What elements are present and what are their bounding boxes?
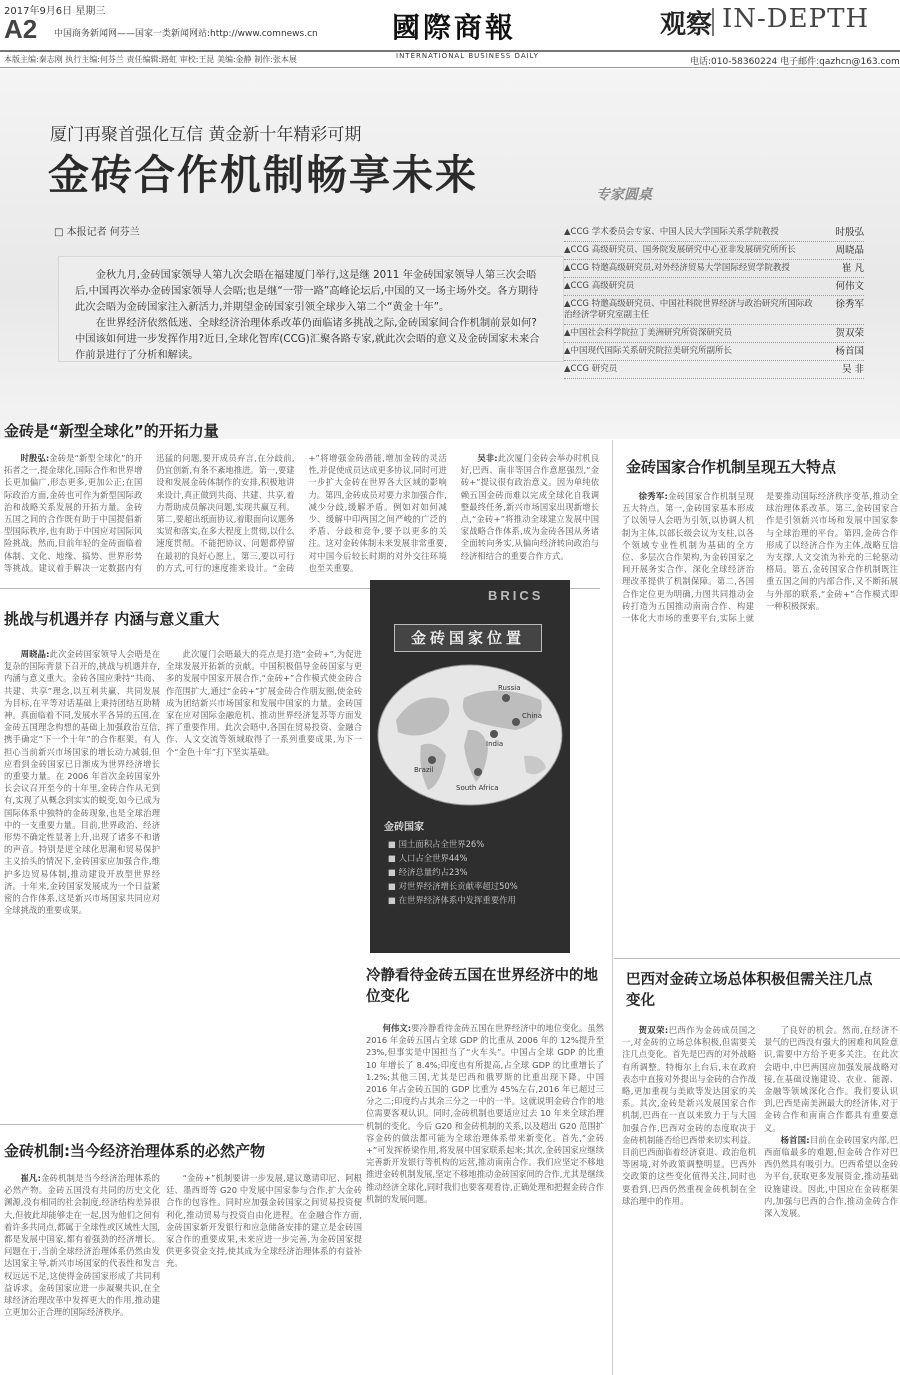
brics-stats (380, 816, 560, 946)
main-headline: 金砖合作机制畅享未来 (48, 151, 478, 199)
article-paragraph (4, 648, 160, 916)
article-title-challenges: 挑战与机遇并存 内涵与意义重大 (4, 610, 220, 628)
expert-role: ▲CCG 高级研究员 (564, 281, 635, 291)
summary-paragraph: 金秋九月,金砖国家领导人第九次会晤在福建厦门举行,这是继 2011 年金砖国家领导人第三次会晤后,中国再次举办金砖国家领导人会晤;也是继“一带一路”高峰论坛后,中国的又一场主场外交。各方期待此次会晤为金砖国家注入新活力,并期望金砖国家引领全球步入第二个“黄金十年”。 (75, 269, 539, 313)
world-map-graphic (376, 660, 564, 810)
expert-row (564, 280, 864, 296)
newspaper-logo: 國際商報 (392, 11, 517, 44)
expert-role: ▲CCG 研究员 (564, 364, 618, 374)
paragraph-text: 要冷静看待金砖五国在世界经济中的地位变化。虽然 2016 年金砖五国占全球 GDP 的比重从 2006 年的 12%提升至 23%,但事实是中国担当了“火车头”。中国占全球 GDP 的比重 10 年增长了 8.4%;印度也有所提高,占全球 GDP 的比重增长了 1.2%;其他三国,尤其是巴西和俄罗斯的比重出现下降。中国 2016 年占金砖五国的 GDP 比重为 45%左右,2016 年已超过三分之二;印度约占其余三分之一中的一半。这就说明金砖合作的地位需要客观认识。同时,金砖机制也要适应过去 10 年来全球治理机制的变化。今后 G20 和金砖机制的关系,以及超出 G20 范围扩容金砖的做法都可能为全球治理体系带来新变化。首先,“金砖+”可发挥桥梁作用,将发展中国家联系起来;其次,金砖国家应继续完善新开发银行等机构的运营,推动南南合作。我们应坚定不移地推进金砖机制发展,坚定不移地推动金砖国家间的合作,尤其是继续推动经济全球化,同时我们也要客观看待,正确处理和把握金砖合作机制的发展问题。 (366, 1023, 604, 1204)
newspaper-name-english: INTERNATIONAL BUSINESS DAILY (396, 52, 539, 60)
expert-row (564, 262, 864, 278)
country-label-india: India (486, 740, 504, 748)
expert-name: 贺双荣 (835, 328, 864, 339)
speaker-name: 杨首国: (780, 1134, 810, 1145)
expert-name: 吴 非 (841, 364, 864, 375)
expert-role: ▲CCG 高级研究员、国务院发展研究中心亚非发展研究所所长 (564, 245, 796, 255)
article-body-brazil-col2 (764, 1024, 898, 1374)
masthead-bottom-rule (0, 67, 900, 68)
article-body-governance-col1 (4, 1172, 160, 1372)
article-body-brazil-col1 (622, 1024, 756, 1374)
article-body-five-features (622, 490, 898, 920)
speaker-name: 周晓晶: (20, 649, 50, 659)
expert-row (564, 345, 864, 361)
stat-text: 经济总量约占23% (398, 867, 468, 877)
expert-row (564, 327, 864, 343)
paragraph-text: 了良好的机会。然而,在经济不景气的巴西没有强大的困难和风险意识,需要中方给予更多关注。在此次会晤中,中巴两国应加强发展战略对接,在基础设施建设、农业、能源、金融等领域深化合作。我们要认识到,巴西是南美洲最大的经济体,对于金砖合作和南南合作都具有重要意义。 (764, 1025, 898, 1133)
speaker-name: 吴非: (477, 453, 498, 463)
stat-item: ■ 人口占全世界44% (388, 853, 468, 863)
expert-role: ▲CCG 特邀高级研究员、中国社科院世界经济与政治研究所国际政治经济学研究室副主任 (564, 299, 813, 320)
site-url-line: 中国商务新闻网——国家一类新闻网站:http://www.comnews.cn (54, 29, 318, 39)
expert-role: ▲CCG 学术委员会专家、中国人民大学国际关系学院教授 (564, 227, 779, 237)
article-title-status-change: 冷静看待金砖五国在世界经济中的地位变化 (366, 968, 598, 1005)
expert-name: 杨首国 (835, 346, 864, 357)
article-body-governance-col2 (166, 1172, 362, 1372)
expert-row (564, 298, 864, 325)
infographic-title: 金砖国家位置 (394, 624, 542, 652)
expert-name: 徐秀军 (835, 299, 864, 310)
section-divider-line (614, 958, 900, 959)
stat-text: 在世界经济体系中发挥重要作用 (398, 895, 516, 905)
expert-role: ▲中国社会科学院拉丁美洲研究所资深研究员 (564, 328, 733, 338)
article-paragraph (4, 452, 447, 574)
expert-panel-title: 专家圆桌 (596, 187, 652, 203)
expert-row (564, 363, 864, 379)
speaker-name: 崔凡: (20, 1173, 41, 1183)
expert-role: ▲中国现代国际关系研究院拉美研究所副所长 (564, 346, 733, 356)
speaker-name: 徐秀军: (638, 491, 668, 501)
stat-text: 国土面积占全世界26% (398, 839, 485, 849)
paragraph-text: 此次厦门会晤最大的亮点是打造“金砖+”,为促进全球发展开拓新的贡献。中国积极倡导金砖国家与更多的发展中国家开展合作,“金砖+”合作模式使金砖合作范围扩大,通过“金砖+”扩展金砖合作朋友圈,使金砖成为团结新兴市场国家和发展中国家的力量。金砖国家在应对国际金融危机、推动世界经济复苏等方面发挥了重要作用。此次会晤中,各国在贸易投资、金融合作、人文交流等领域取得了一系列重要成果,为下一个“金色十年”打下坚实基础。 (166, 649, 362, 757)
article-title-new-globalization: 金砖是“新型全球化”的开拓力量 (4, 422, 219, 440)
article-paragraph (622, 490, 898, 624)
country-label-south-africa: South Africa (456, 784, 499, 792)
stat-item: ■ 经济总量约占23% (388, 867, 468, 877)
article-paragraph (366, 1022, 604, 1205)
article-title-governance: 金砖机制:当今经济治理体系的必然产物 (4, 1142, 266, 1160)
section-divider (712, 8, 714, 36)
brics-infographic (370, 580, 570, 953)
paragraph-text: 金砖是“新型全球化”的开拓者之一,提金球化,国际合作和世界增长更加偏广,形态更多,更加公正;在国际政治方面,金砖也可作为新型国际政治和战略关系发展的开拓力量。金砖五国之间的合作既有助于中国提倡新型国际秩序,也有助于中国应对国际风险挑战。然而,目前年轻的金砖面临着体制、文化、地缘、搞势、世界形势等挑战。建议着手解决一定数据内有迅猛的问题,要开成员弃言,在分歧前,仍宜创新,有条不紊地推进。第一,要建设和发展金砖体制作的安排,积极地讲来设计,真正做到共商、共建、共享,着力帮助成员解决问题,实现共赢互利。第二,要超出纸面协议,着眼面向议题务实贸和落实,在多大程度上贯彻,以什么速度贯彻。不能把协议、问题都停留在最初的良好心愿上。第三,要以可行的方式,可行的速度推来设计。“金砖+”将增强金砖潜能,增加金砖的灵活性,并促使成员达成更多协议,同时可进一步扩大金砖在世界各大区域的影响力。第四,金砖成员对要力求加强合作,减少分歧,缓解矛盾。例如对如何减少、缓解中印两国之间严峻的广泛的矛盾、分歧和竞争,要予以更多的关注。这对金砖体制未来发展非常重要,对中国今后较长时期的对外交往环境也至关重要。 (4, 453, 447, 573)
section-divider-line (0, 1124, 364, 1125)
expert-name: 崔 凡 (841, 263, 864, 274)
paragraph-text: “金砖+”机制要讲一步发展,建议邀请印尼、阿根廷、墨西哥等 G20 中发展中国家参与合作,扩大金砖合作的包容性。同时应加强金砖国家之间贸易投资便利化,推动贸易与投资自由化进程。在金融合作方面,金砖国家新开发银行和应急储备安排的建立是金砖国家合作的重要成果,未来应进一步完善,为金砖国家提供更多资金支持,使其成为全球经济治理体系的有益补充。 (166, 1173, 362, 1269)
masthead-rule (0, 50, 900, 52)
paragraph-text: 此次金砖国家领导人会晤是在复杂的国际背景下召开的,挑战与机遇并存,内涵与意义重大。金砖各国应秉持“共商、共建、共享”理念,以互利共赢、共同发展为目标,在平等对话基础上秉持团结互助精神。真面临着不同,发展水平各异的五国,在金砖五国理念构想的基础上加强政治互信,携手确定“下一个十年”的合作框架。有人担心当前新兴市场国家的增长动力减弱,但应看到金砖国家已日渐成为世界经济增长的重要力量。在 2006 年首次金砖国家外长会议召开至今的十年里,金砖合作从无到有,实现了从概念到实实的蜕变,如今已成为国际体系中独特的金砖现象,也是全球治理中的一支重要力量。目前,世界政治、经济形势不确定性显著上升,出现了诸多不和谐的声音。特别是逆全球化思潮和贸易保护主义抬头的情况下,金砖国家应加强合作,维护多边贸易体制,推动建设开放型世界经济。十年来,金砖国家发展成为一个日益紧密的合作体系,这是新兴市场国家共同应对全球挑战的重要成果。 (4, 649, 160, 916)
page-number: A2 (4, 14, 38, 44)
expert-row (564, 226, 864, 242)
article-paragraph (461, 452, 599, 562)
article-paragraph (764, 1134, 898, 1219)
paragraph-text: 此次厦门金砖会举办时机良好,巴西、南非等国合作意愿强烈,“金砖+”提议很有政治意义。因为单纯依赖五国金砖而难以完成全球化自我调整最终任务,新兴市场国家出现新增长点,“金砖+”将推动全球建立发展中国家战略合作体系,成为金砖各国从务诸全面转向务实,从偏向经济转向政治与经济相结合的重要合作方式。 (460, 453, 599, 561)
article-body-challenges-col2 (166, 648, 362, 1116)
stat-item: ■ 对世界经济增长贡献率超过50% (388, 881, 518, 891)
paragraph-text: 金砖国家合作机制呈现五大特点。第一,金砖国家基本形成了以领导人会晤为引领,以协调人机制为主体,以部长级会议为支柱,以各个领域专业性机制为基础的全方位、多层次合作架构,为金砖国家之间开展务实合作、深化全球经济治理改革提供了机制保障。第二,各国合作定位更为明确,力图共同推动金砖打造为五国推动南南合作、构建一体化大市场的重要平台,实际上就是要推动国际经济秩序变革,推动全球治理体系改革。第三,金砖国家合作是引领新兴市场和发展中国家参与全球治理的平台。第四,金砖合作形成了以经济合作为主体,战略互信为支撑,人文交流为补充的三轮驱动格局。第五,金砖国家合作机制既注重五国之间的内部合作,又不断拓展与外部的联系,“金砖+”合作模式即一种积极探索。 (622, 491, 898, 624)
paragraph-text: 巴西作为金砖成员国之一,对金砖的立场总体积极,但需要关注几点变化。首先是巴西的对外战略有所调整。特梅尔上台后,未在政府表态中直接对外提出与金砖的合作战略,更加重视与美欧等发达国家的关系。其次,金砖是新兴发展国家合作机制,巴西在一直以来致力于与大国加强合作,巴西对金砖的态度取决于金砖机制能否给巴西带来切实利益。目前巴西面临着经济衰退、政治危机等困境,对外政策调整明显。巴西外交政策的这些变化值得关注,同时也要看到,巴西仍然重视金砖机制在全球治理中的作用。 (622, 1025, 756, 1206)
stat-text: 对世界经济增长贡献率超过50% (398, 881, 518, 891)
issue-date: 2017年9月6日 星期三 (4, 6, 106, 17)
column-separator (612, 440, 613, 1375)
article-body-challenges-col1 (4, 648, 160, 1116)
article-paragraph (4, 1172, 160, 1318)
section-name-chinese: 观察 (660, 10, 713, 40)
article-body-new-globalization (4, 452, 599, 582)
country-label-brazil: Brazil (414, 766, 434, 774)
stats-heading: 金砖国家 (384, 822, 424, 833)
stat-item: ■ 在世界经济体系中发挥重要作用 (388, 895, 516, 905)
expert-name: 周晓晶 (835, 245, 864, 256)
summary-paragraph: 在世界经济依然低迷、全球经济治理体系改革仍面临诸多挑战之际,金砖国家间合作机制前景如何?中国该如何进一步发挥作用?近日,全球化智库(CCG)汇聚各路专家,就此次会晤的意义及金砖国家未来合作前景进行了分析和解读。 (75, 317, 540, 361)
expert-list (564, 226, 864, 381)
contact-info: 电话:010-58360224 电子邮件:qazhcn@163.com (690, 57, 900, 67)
stat-text: 人口占全世界44% (398, 853, 468, 863)
expert-name: 何伟文 (835, 281, 864, 292)
stat-item: ■ 国土面积占全世界26% (388, 839, 485, 849)
paragraph-text: 目前在金砖国家内部,巴西面临最多的难题,但金砖合作对巴西仍然具有吸引力。巴西希望以金砖为平台,获取更多发展资金,推动基础设施建设。因此,中国应在金砖框架内,加强与巴西的合作,推动金砖合作深入发展。 (764, 1134, 898, 1219)
article-title-five-features: 金砖国家合作机制呈现五大特点 (626, 458, 837, 476)
hero-subheading: 厦门再聚首强化互信 黄金新十年精彩可期 (50, 125, 362, 145)
masthead (0, 0, 900, 68)
article-body-status-change (366, 1022, 604, 1372)
article-title-brazil: 巴西对金砖立场总体积极但需关注几点变化 (626, 972, 873, 1009)
expert-row (564, 244, 864, 260)
country-label-russia: Russia (498, 684, 521, 692)
expert-role: ▲CCG 特邀高级研究员,对外经济贸易大学国际经贸学院教授 (564, 263, 790, 273)
summary-box (58, 256, 564, 362)
expert-name: 时殷弘 (835, 227, 864, 238)
speaker-name: 贺双荣: (638, 1025, 669, 1035)
speaker-name: 何伟文: (382, 1023, 412, 1033)
speaker-name: 时殷弘: (20, 453, 50, 463)
section-name-english: IN-DEPTH (722, 4, 870, 34)
byline: □ 本报记者 何芬兰 (54, 227, 140, 238)
paragraph-text: 金砖机制是当今经济治理体系的必然产物。金砖五国没有共同的历史文化渊源,没有相同的社会制度,经济结构差异很大,但彼此却能够走在一起,因为他们之间有着许多共同点,都属于全球性或区域性大国,都是发展中国家,都有着强劲的经济增长。问题在于,当前全球经济治理体系仍然由发达国家主导,新兴市场国家的代表性和发言权远远不足,这使得金砖国家形成了共同利益诉求。金砖国家应进一步凝聚共识,在全球经济治理改革中发挥更大的作用,推动建立更加公正合理的国际经济秩序。 (4, 1173, 160, 1318)
article-paragraph (622, 1024, 756, 1207)
brics-label: BRICS (488, 588, 544, 603)
country-label-china: China (522, 712, 542, 720)
editorial-staff: 本版主编:秦志刚 执行主编:何芬兰 责任编辑:路虹 审校:王昆 美编:金静 制作:张本展 (4, 55, 297, 64)
